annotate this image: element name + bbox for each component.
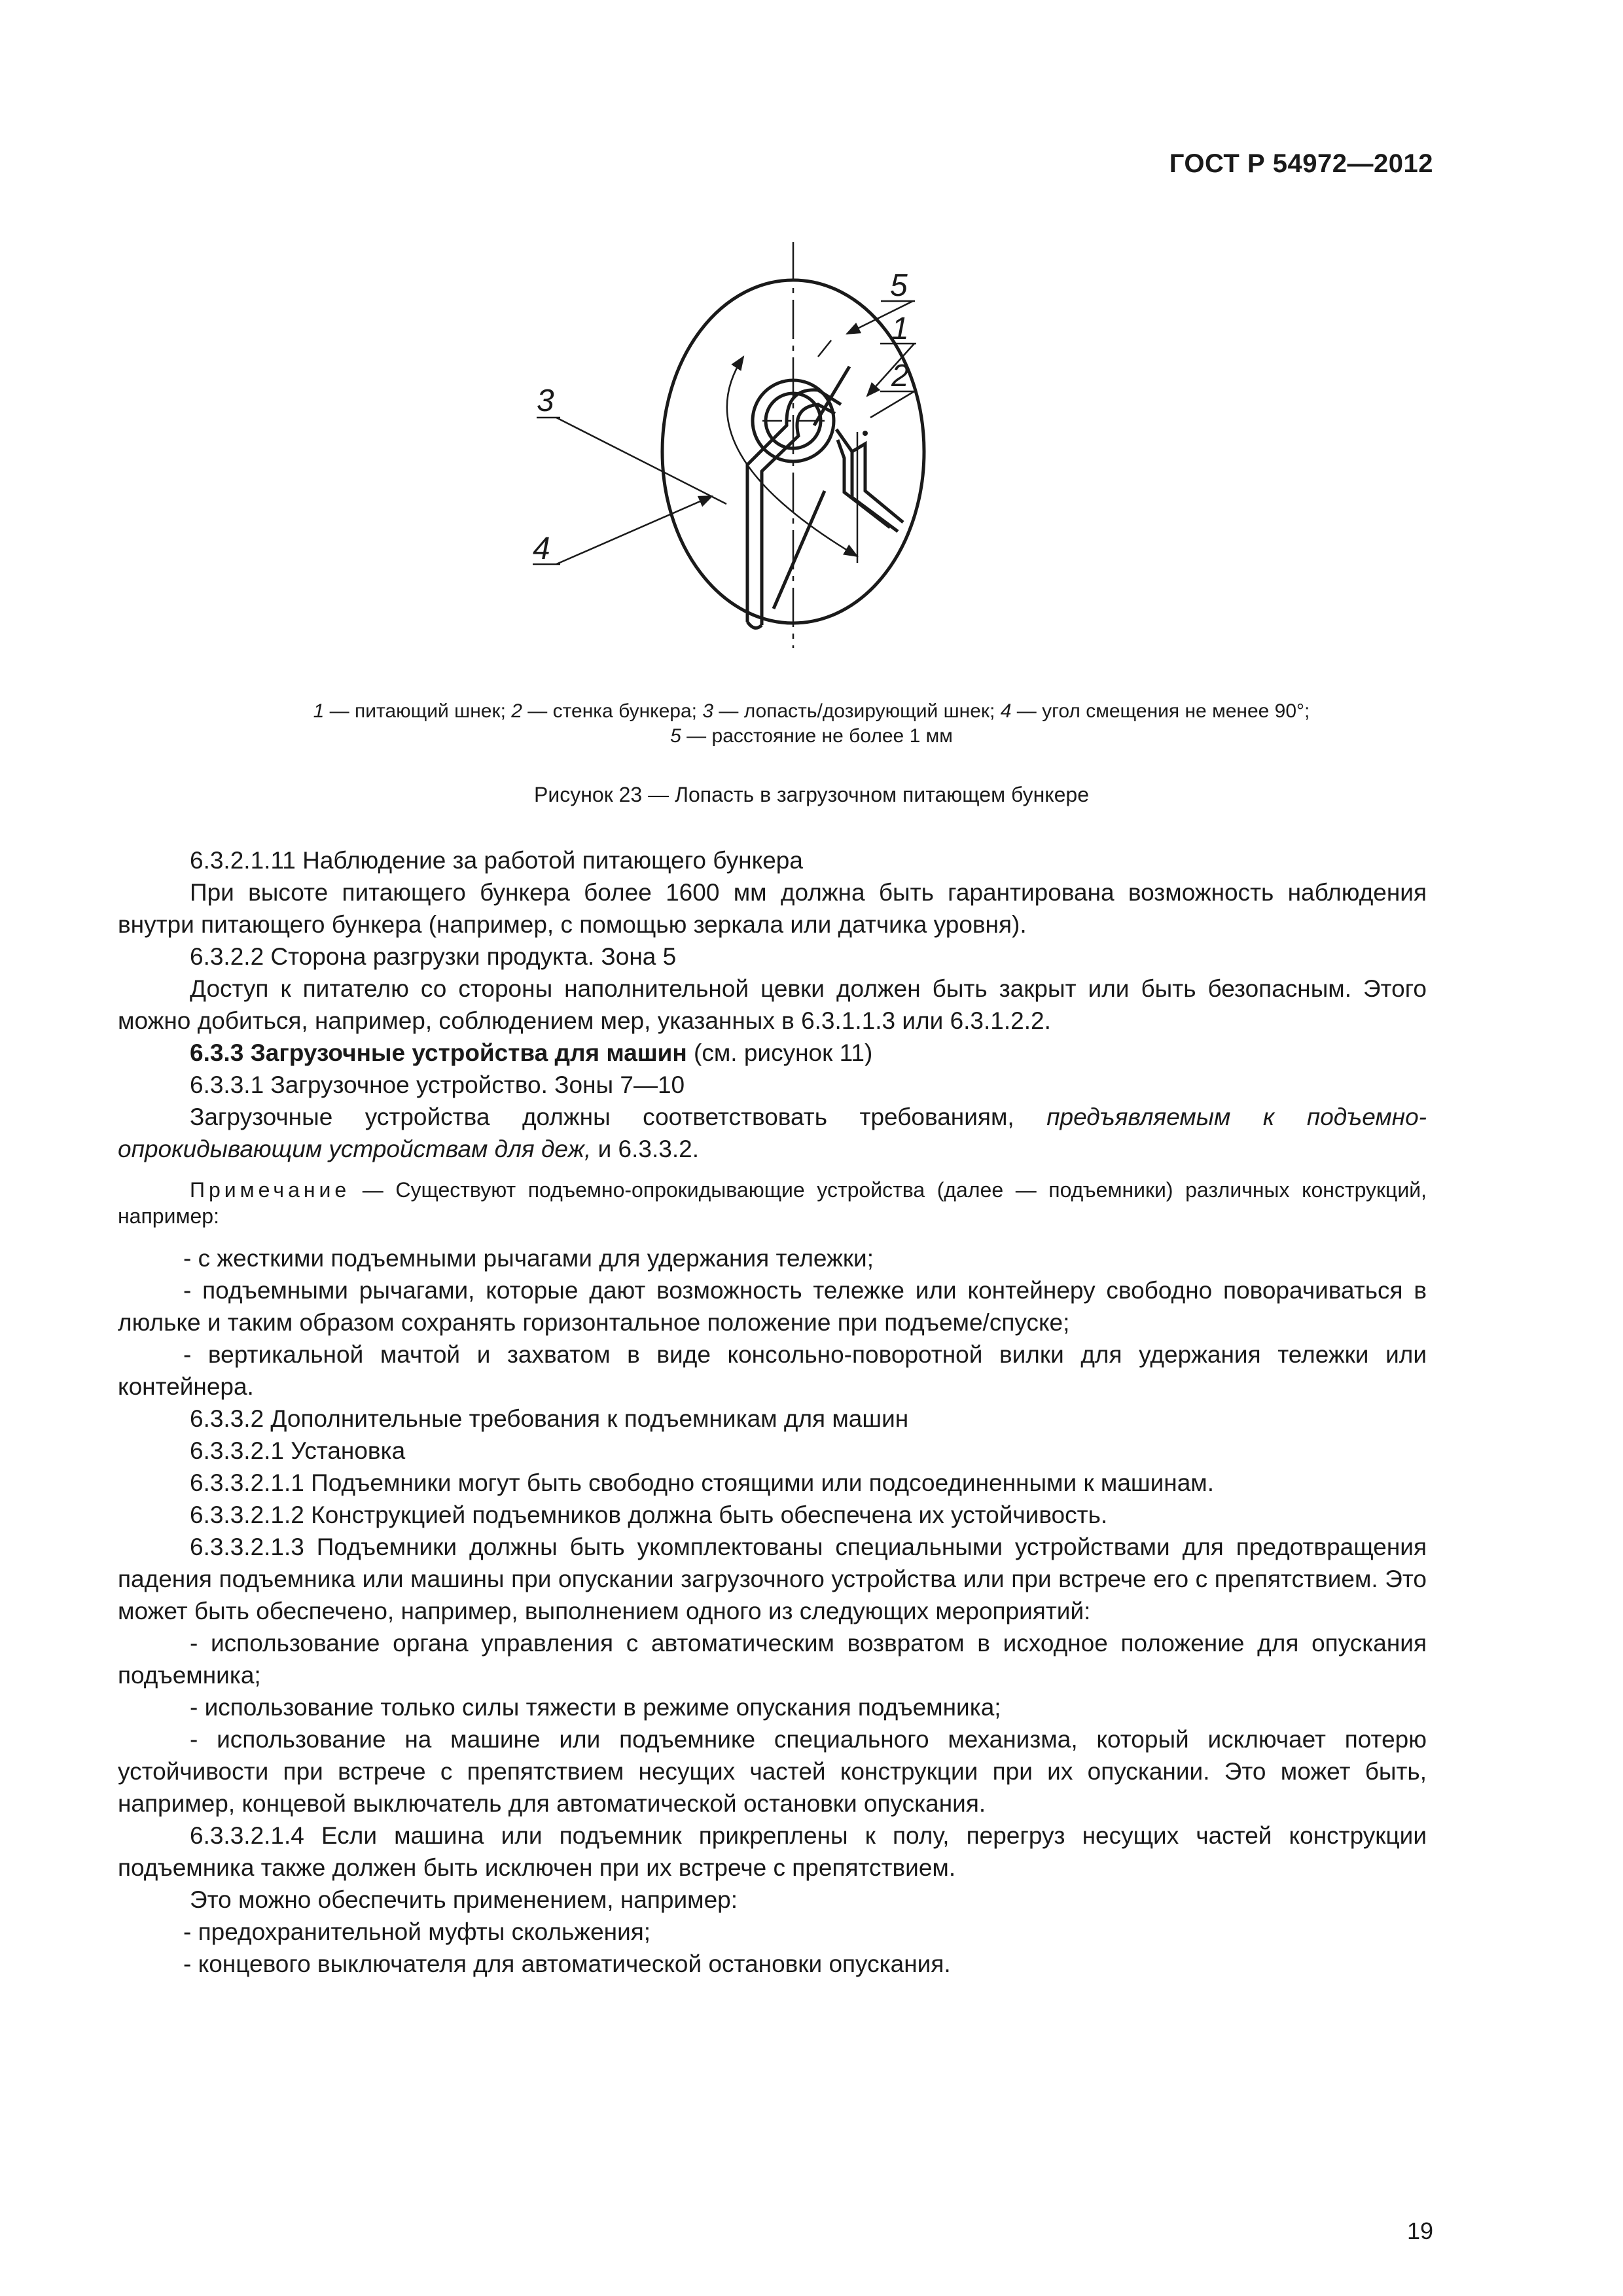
clause-6-3-2-1-11: 6.3.2.1.11 Наблюдение за работой питающего бункера <box>190 847 803 874</box>
clause-6-3-3-2-1-4: 6.3.3.2.1.4 Если машина или подъемник прикреплены к полу, перегруз несущих частей конструкции подъемника также должен быть исключен при их встрече с препятствием. <box>118 1822 1427 1881</box>
list-item: - с жесткими подъемными рычагами для удержания тележки; <box>183 1245 874 1272</box>
list-item: - подъемными рычагами, которые дают возможность тележке или контейнеру свободно поворачиваться в люльке и таким образом сохранять горизонтальное положение при подъеме/спуске; <box>118 1277 1427 1336</box>
list-item: - вертикальной мачтой и захватом в виде консольно-поворотной вилки для удержания тележки или контейнера. <box>118 1341 1427 1400</box>
legend-line-2: 5 — расстояние не более 1 мм <box>670 725 953 747</box>
paragraph: Доступ к питателю со стороны наполнительной цевки должен быть закрыт или быть безопасным. Этого можно добиться, например, соблюдением мер, указанных в 6.3.1.1.3 или 6.3.1.2.2. <box>118 975 1427 1034</box>
blade-shape <box>747 390 841 625</box>
document-standard-number: ГОСТ Р 54972—2012 <box>1169 149 1433 178</box>
figure-legend <box>118 699 1505 749</box>
label-4: 4 <box>533 531 550 566</box>
figure-23-drawing <box>517 236 1014 655</box>
paragraph: Загрузочные устройства должны соответствовать требованиям, предъявляемым к подъемно-опрокидывающим устройствам для деж, и 6.3.3.2. <box>118 1103 1427 1162</box>
clause-6-3-3-2-1-1: 6.3.3.2.1.1 Подъемники могут быть свободно стоящими или подсоединенными к машинам. <box>190 1469 1215 1496</box>
legend-line-1: 1 — питающий шнек; 2 — стенка бункера; 3 — лопасть/дозирующий шнек; 4 — угол смещения не менее 90°; <box>313 700 1310 722</box>
wall-bracket <box>836 429 898 531</box>
paragraph: При высоте питающего бункера более 1600 мм должна быть гарантирована возможность наблюдения внутри питающего бункера (например, с помощью зеркала или датчика уровня). <box>118 879 1427 938</box>
list-item: - использование на машине или подъемнике специального механизма, который исключает потерю устойчивости при встрече с препятствием несущих частей конструкции при их опускании. Это может быть, например, концевой выключатель для автоматической остановки опускания. <box>118 1726 1427 1817</box>
clause-6-3-3: 6.3.3 Загрузочные устройства для машин (см. рисунок 11) <box>190 1039 873 1066</box>
note: Примечание — Существуют подъемно-опрокидывающие устройства (далее — подъемники) различных конструкций, например: <box>118 1178 1427 1228</box>
clause-6-3-2-2: 6.3.2.2 Сторона разгрузки продукта. Зона 5 <box>190 943 677 970</box>
list-item: - концевого выключателя для автоматической остановки опускания. <box>183 1950 951 1977</box>
document-body <box>118 844 1427 1980</box>
clause-6-3-3-2-1: 6.3.3.2.1 Установка <box>190 1437 406 1464</box>
list-item: - предохранительной муфты скольжения; <box>183 1918 651 1945</box>
label-5: 5 <box>890 268 908 303</box>
label-2: 2 <box>891 359 909 393</box>
list-item: - использование только силы тяжести в режиме опускания подъемника; <box>190 1694 1001 1721</box>
label-1: 1 <box>891 312 909 346</box>
clause-6-3-3-2-1-2: 6.3.3.2.1.2 Конструкцией подъемников должна быть обеспечена их устойчивость. <box>190 1501 1108 1528</box>
page-number: 19 <box>1406 2217 1433 2244</box>
figure-title: Рисунок 23 — Лопасть в загрузочном питающем бункере <box>534 783 1089 806</box>
clause-6-3-3-2: 6.3.3.2 Дополнительные требования к подъемникам для машин <box>190 1405 909 1432</box>
label-3: 3 <box>537 384 554 418</box>
paragraph: Это можно обеспечить применением, например: <box>190 1886 738 1913</box>
clause-6-3-3-1: 6.3.3.1 Загрузочное устройство. Зоны 7—10 <box>190 1071 685 1098</box>
list-item: - использование органа управления с автоматическим возвратом в исходное положение для опускания подъемника; <box>118 1630 1427 1689</box>
clause-6-3-3-2-1-3: 6.3.3.2.1.3 Подъемники должны быть укомплектованы специальными устройствами для предотвращения падения подъемника или машины при опускании загрузочного устройства или при встрече его с препятствием. Это может быть обеспечено, например, выполнением одного из следующих мероприятий: <box>118 1534 1427 1624</box>
